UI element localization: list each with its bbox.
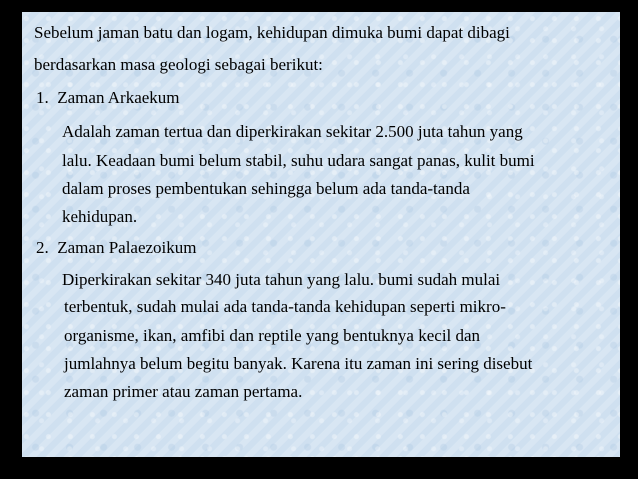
item-2-line-1: Diperkirakan sekitar 340 juta tahun yang lalu. bumi sudah mulai bbox=[62, 270, 501, 289]
item-1-line-4: kehidupan. bbox=[62, 207, 138, 226]
intro-line-2: berdasarkan masa geologi sebagai berikut: bbox=[34, 55, 323, 74]
item-1-number: 1. bbox=[36, 88, 49, 107]
item-1-title: Zaman Arkaekum bbox=[57, 88, 180, 107]
item-2-heading bbox=[36, 238, 197, 258]
item-2-number: 2. bbox=[36, 238, 49, 257]
slide bbox=[22, 12, 620, 457]
item-2-line-4: jumlahnya belum begitu banyak. Karena itu zaman ini sering disebut bbox=[64, 354, 533, 373]
item-2-line-5: zaman primer atau zaman pertama. bbox=[64, 382, 303, 401]
intro-line-1: Sebelum jaman batu dan logam, kehidupan dimuka bumi dapat dibagi bbox=[34, 23, 510, 42]
item-1-line-2: lalu. Keadaan bumi belum stabil, suhu udara sangat panas, kulit bumi bbox=[62, 151, 535, 170]
item-2-line-3: organisme, ikan, amfibi dan reptile yang bentuknya kecil dan bbox=[64, 326, 481, 345]
item-1-heading bbox=[36, 88, 180, 108]
item-2-line-2: terbentuk, sudah mulai ada tanda-tanda kehidupan seperti mikro- bbox=[64, 297, 506, 316]
item-1-line-3: dalam proses pembentukan sehingga belum ada tanda-tanda bbox=[62, 179, 470, 198]
item-1-line-1: Adalah zaman tertua dan diperkirakan sekitar 2.500 juta tahun yang bbox=[62, 122, 523, 141]
item-2-title: Zaman Palaezoikum bbox=[57, 238, 197, 257]
